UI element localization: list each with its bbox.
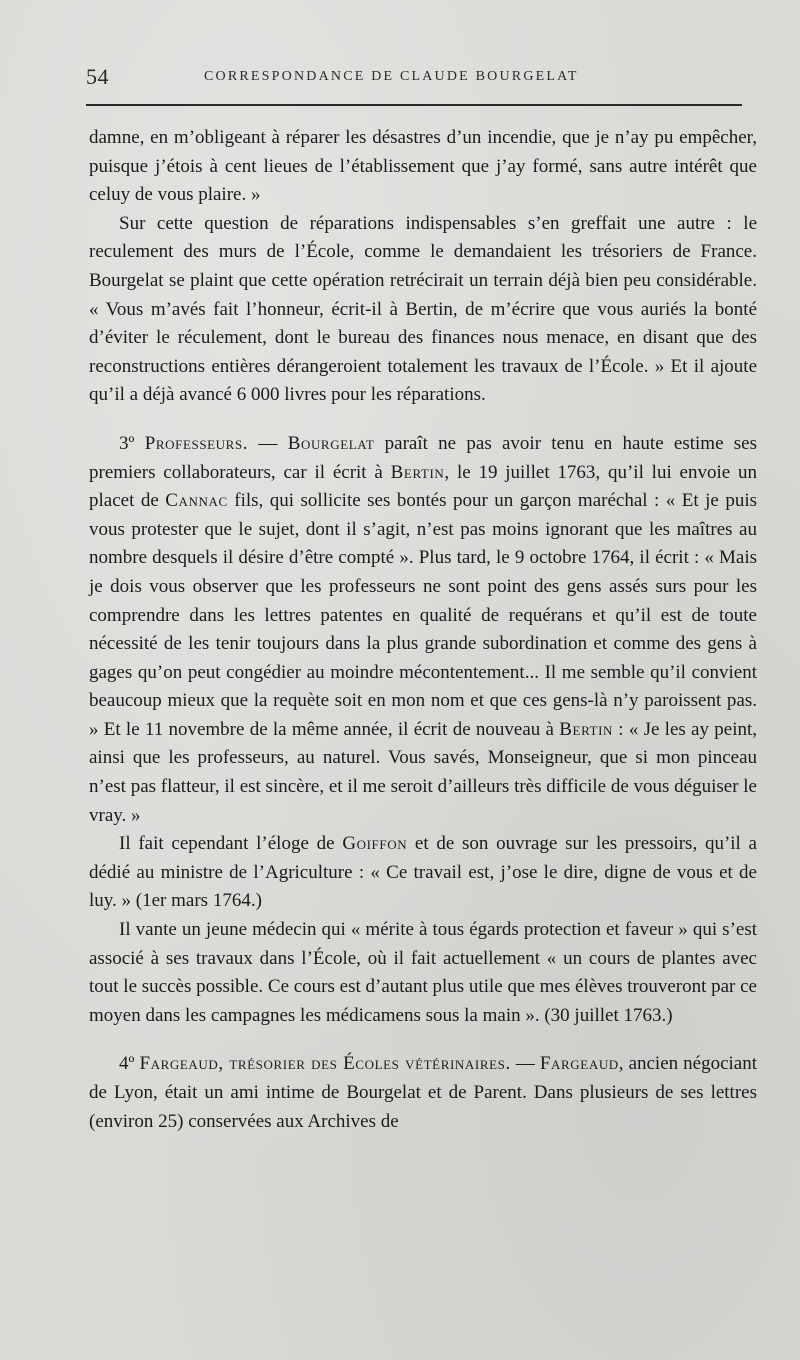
text-run: , ancien négociant de Lyon, était un ami intime de Bourgelat et de Parent. Dans plusieurs de ses lettres (environ 25) conservées aux Archives de: [89, 1053, 758, 1132]
paragraph-4: [89, 830, 757, 916]
section-number: 4º: [119, 1053, 135, 1075]
person-name: Cannac: [165, 490, 228, 512]
person-name: Fargeaud: [539, 1053, 619, 1075]
heading-dash: —: [510, 1053, 540, 1075]
person-name: Bertin: [559, 718, 614, 740]
running-title: CORRESPONDANCE DE CLAUDE BOURGELAT: [204, 69, 579, 84]
text-run: : « Je les ay peint, ainsi que les professeurs, au naturel. Vous savés, Monseigneur, que si mon pinceau n’est pas flatteur, il est sincère, et il me seroit d’ailleurs très difficile de vous déguiser le vray. »: [89, 718, 757, 826]
section-heading-professeurs: Professeurs.: [144, 432, 249, 454]
page-header: [86, 64, 762, 94]
section-gap: [89, 410, 757, 430]
section-gap: [89, 1030, 757, 1050]
paragraph-2: Sur cette question de réparations indispensables s’en greffait une autre : le reculement des murs de l’École, comme le demandaient les trésoriers de France. Bourgelat se plaint que cette opération retrécirait un terrain déjà bien peu considérable. « Vous m’avés fait l’honneur, écrit-il à Bertin, de m’écrire que vous auriés la bonté d’éviter le réculement, dont le bureau des finances nous menace, en disant que des reconstructions entières dérangeroient totalement les travaux de l’École. » Et il ajoute qu’il a déjà avancé 6 000 livres pour les réparations.: [89, 212, 757, 406]
section-heading-fargeaud: Fargeaud, trésorier des Écoles vétérinaires.: [139, 1053, 511, 1075]
paragraph-3-professeurs: [89, 430, 757, 830]
body-text: [89, 124, 757, 1136]
section-number: 3º: [119, 432, 135, 454]
text-run: , le 19 juillet 1763, qu’il lui envoie un placet de: [89, 461, 757, 512]
text-run: Il fait cependant l’éloge de: [119, 833, 343, 855]
text-run: fils, qui sollicite ses bontés pour un garçon maréchal : « Et je puis vous protester que le sujet, dont il s’agit, n’est pas moins ignorant que les maîtres au nombre desquels il désire d’être compté ». Plus tard, le 9 octobre 1764, il écrit : « Mais je dois vous observer que les professeurs ne sont point des gens assés surs pour les comprendre dans les lettres patentes en qualité de requérans et qu’il est de toute nécessité de les tenir toujours dans la plus grande subordination et comme des gens à gages qu’on peut congédier au moindre mécontentement... Il me semble qu’il convient beaucoup mieux que la requète soit en mon nom et que ces gens-là n’y paroissent pas. » Et le 11 novembre de la même année, il écrit de nouveau à: [89, 490, 757, 740]
person-name: Bourgelat: [287, 432, 375, 454]
person-name: Bertin: [390, 461, 445, 483]
paragraph-6-fargeaud: [89, 1050, 757, 1136]
person-name: Goiffon: [342, 833, 408, 855]
heading-dash: —: [248, 432, 288, 454]
paragraph-1: damne, en m’obligeant à réparer les désastres d’un incendie, que je n’ay pu empêcher, puisque j’étois à cent lieues de l’établissement que j’ay formé, sans autre intérêt que celuy de vous plaire. »: [89, 127, 757, 206]
header-rule: [86, 104, 742, 106]
page-number: 54: [86, 64, 109, 89]
text-run: paraît ne pas avoir tenu en haute estime ses premiers collaborateurs, car il écrit à: [89, 432, 758, 483]
text-run: et de son ouvrage sur les pressoirs, qu’il a dédié au ministre de l’Agriculture : « Ce travail est, j’ose le dire, digne de vous et de luy. » (1er mars 1764.): [89, 833, 757, 912]
paragraph-5: Il vante un jeune médecin qui « mérite à tous égards protection et faveur » qui s’est associé à ses travaux dans l’École, où il fait actuellement « un cours de plantes avec tout le succès possible. Ce cours est d’autant plus utile que mes élèves trouveront par ce moyen dans les campagnes les médicamens sous la main ». (30 juillet 1763.): [89, 919, 757, 1026]
